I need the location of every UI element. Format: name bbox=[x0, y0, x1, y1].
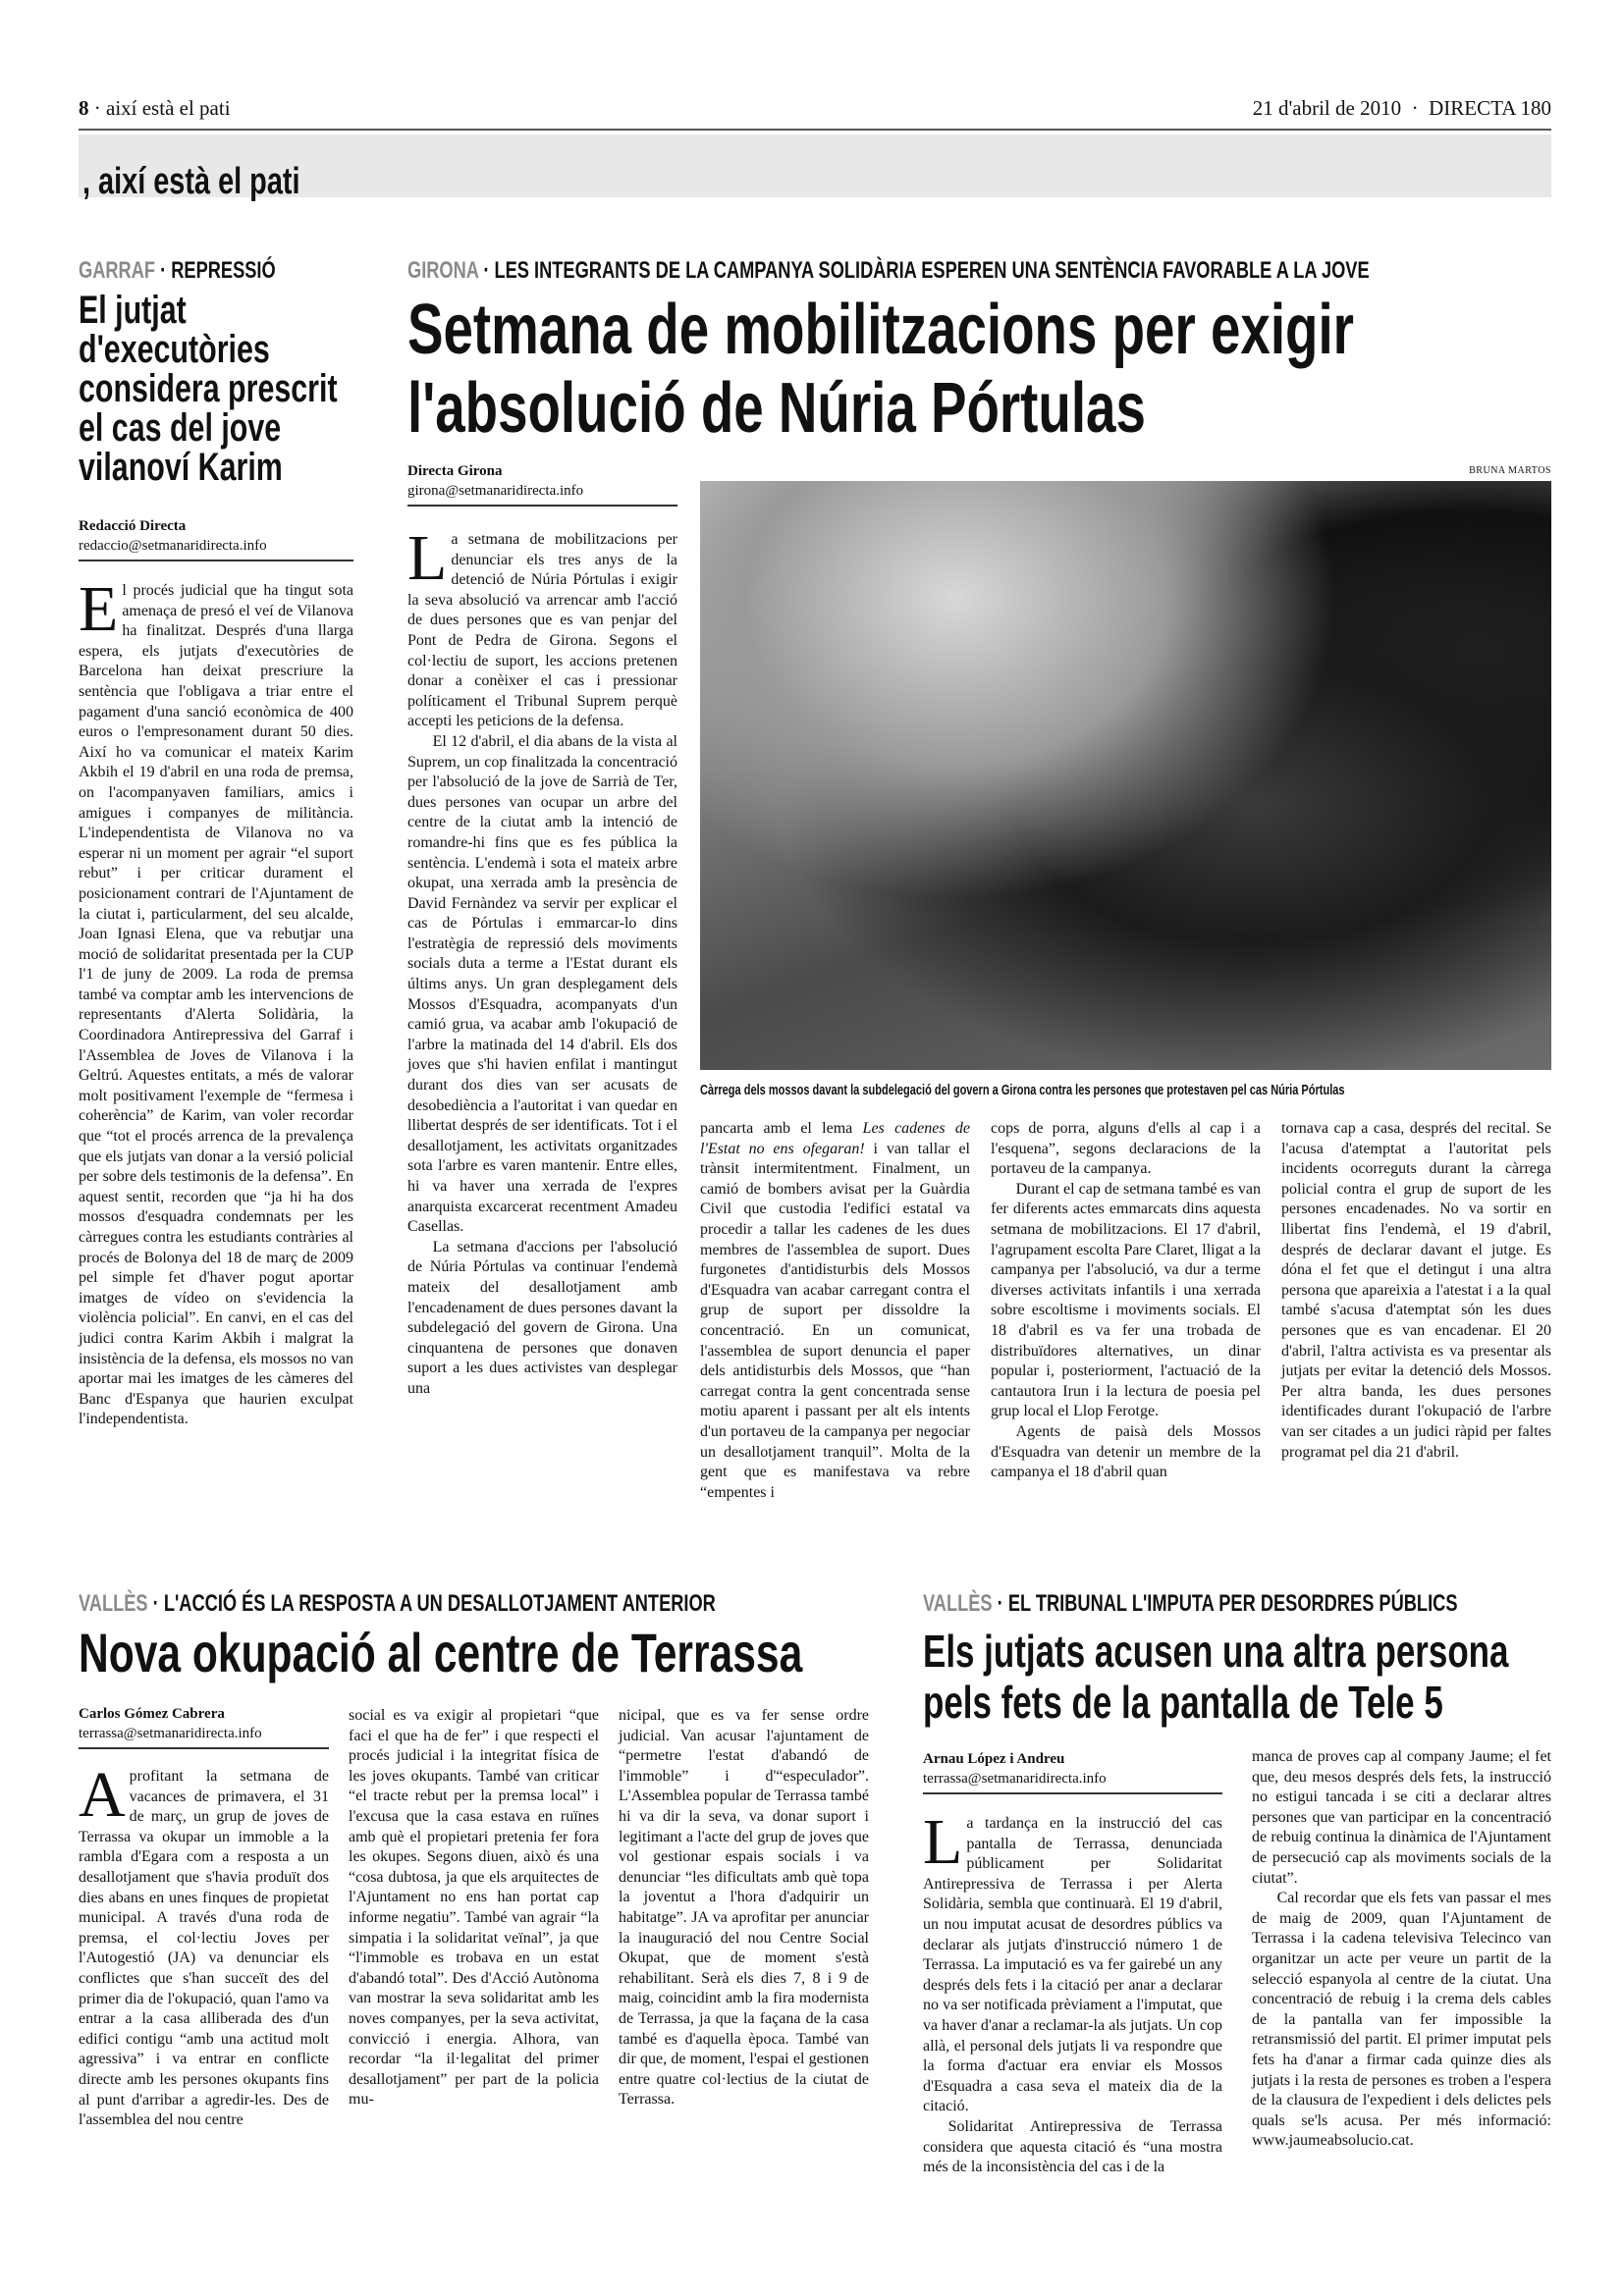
tele5-kicker: VALLÈS · EL TRIBUNAL L'IMPUTA PER DESORDRES PÚBLICS bbox=[923, 1590, 1458, 1617]
tele5-column-2: manca de proves cap al company Jaume; el fet que, deu mesos després dels fets, la instrucció no estigui tancada i se citi a declarar altres persones que van participar en la concentració de rebuig continua la dinàmica de l'Ajuntament de persecució cap als moviments socials de la ciutat”. Cal recordar que els fets van passar el mes de maig de 2009, quan l'Ajuntament de Terrassa i la cadena televisiva Telecinco van organitzar un acte per veure un partit de la selecció espanyola al centre de la ciutat. Una concentració de rebuig i la crema dels cables de la pantalla van fer impossible la retransmissió del partit. El primer imputat pels fets ha d'anar a firmar cada quinze dies als jutjats i la resta de persones es troben a l'espera de la clausura de l'expedient i dels delictes pels quals se'ls acusa. Per més informació: www.jaumeabsolucio.cat. bbox=[1252, 1748, 1551, 2150]
protest-photo bbox=[700, 481, 1551, 1070]
terrassa-column-2: social es va exigir al propietari “que faci el que ha de fer” i que respecti el procés judicial i la integritat física de les joves okupants. També van criticar “el tracte rebut per la premsa local” i l'excusa que la casa estava en ruïnes amb què el propietari pretenia fer fora les okupes. Segons diuen, això és una “cosa dubtosa, ja que els arquitectes de l'Ajuntament no ens han portat cap informe negatiu”. També van agrair “la simpatia i la solidaritat veïnal”, ja que “l'immoble es trobava en un estat d'abandó total”. Des d'Acció Autònoma van mostrar la seva solidaritat amb les noves companyes, per la seva activitat, convicció i energia. Alhora, van recordar “la il·legalitat del primer desallotjament” per part de la policia mu- bbox=[349, 1707, 599, 2109]
kicker-place: GARRAF bbox=[79, 257, 156, 284]
kicker-topic: REPRESSIÓ bbox=[171, 257, 276, 284]
terrassa-column-3: nicipal, que es va fer sense ordre judicial. Van acusar l'ajuntament de “permetre l'estat d'abandó de l'immoble” i d'“especulador”. L'Assemblea popular de Terrassa també hi va dir la seva, va donar suport i legitimant a l'acte del grup de joves que vol gestionar espais socials i va denunciar “les dificultats amb què topa la joventut a l'hora d'adquirir un habitatge”. JA va aprofitar per anunciar la inauguració del nou Centre Social Okupat, que de moment s'està rehabilitant. Serà els dies 7, 8 i 9 de maig, coincidint amb la fira modernista de Terrassa, ja que la façana de la casa també es d'aquella època. També van dir que, de moment, l'espai el gestionen entre quatre col·lectius de la ciutat de Terrassa. bbox=[619, 1707, 869, 2109]
girona-column-2: pancarta amb el lema Les cadenes de l'Estat no ens ofegaran! i van tallar el trànsit intermitentment. Finalment, un camió de bombers avisat per la Guàrdia Civil que custodia l'edifici estatal va procedir a tallar les cadenes de les dues membres de l'assemblea de suport. Dues furgonetes d'antidisturbis dels Mossos d'Esquadra van acabar carregant contra el grup de suport per dissoldre la concentració. En un comunicat, l'assemblea de suport denuncia el paper dels antidisturbis dels Mossos, que “han carregat contra la gent concentrada sense motiu aparent i passant per alt els intents d'un portaveu de la campanya per negociar un desallotjament tranquil”. Molta de la gent que es manifestava va rebre “empentes i bbox=[700, 1120, 971, 1501]
terrassa-column-1: Aprofitant la setmana de vacances de primavera, el 31 de març, un grup de joves de Terrassa va okupar un immoble a la rambla d'Egara com a resposta a un desallotjament que s'havia produït dos dies abans en unes finques de propietat municipal. A través d'una roda de premsa, el col·lectiu Joves per l'Autogestió (JA) va denunciar els conflictes que s'han succeït des del primer dia de l'okupació, quan l'amo va entrar a la casa alliberada des d'un edifici contigu “amb una actitud molt agressiva” i va entrar en conflicte directe amb les persones okupants fins al punt d'arribar a agredir-les. Des de l'assemblea del nou centre bbox=[79, 1759, 329, 2129]
section-band-label: , així està el pati bbox=[82, 161, 300, 202]
publication-name: DIRECTA 180 bbox=[1429, 96, 1551, 120]
article-garraf: GARRAF · REPRESSIÓ El jutjat d'executòries considera prescrit el cas del jove vilanoví Karim Redacció Directa redaccio@setmanaridirecta.info El procés judicial que ha tingut sota amenaça de presó el veí de Vilanova ha finalitzat. Després d'una llarga espera, els jutjats d'executòries de Barcelona han deixat prescriure la sentència que l'obligava a triar entre el pagament d'una sanció econòmica de 400 euros o l'empresonament durant 50 dies. Així ho va comunicar el mateix Karim Akbih el 19 d'abril en una roda de premsa, on l'acompanyaven familiars, amics i amigues i companyes de militància. L'independentista de Vilanova no va esperar ni un moment per agrair “el suport rebut” i per criticar durament el posicionament contrari de l'Ajuntament de la ciutat i, particularment, del seu alcalde, Joan Ignasi Elena, que va rebutjar una moció de solidaritat presentada per la CUP l'1 de juny de 2009. La roda de premsa també va comptar amb les intervencions de representants d'Alerta Solidària, la Coordinadora Antirepressiva del Garraf i l'Assemblea de Joves de Vilanova i la Geltrú. Aquestes entitats, a més de valorar molt positivament l'exemple de “fermesa i coherència” de Karim, van voler recordar que “tot el procés arrenca de la prevalença que els jutjats van donar a la versió policial per sobre dels testimonis de la defensa”. En aquest sentit, recorden que “ja hi ha dos mossos d'esquadra condemnats per les càrregues contra les estudiants contràries al procés de Bolonya del 18 de març de 2009 pel simple fet d'haver pogut aportar imatges de vídeo on s'evidencia la violència policial”. En canvi, en el cas del judici contra Karim Akbih i malgrat la insistència de la defensa, els mossos no van aportar mai les imatges de les càmeres del Banc d'Espanya que haurien exculpat l'independentista. bbox=[79, 257, 353, 1430]
tele5-column-1: La tardança en la instrucció del cas pantalla de Terrassa, denunciada públicament per Solidaritat Antirepressiva de Terrassa i per Alerta Solidària, sembla que continuarà. El 19 d'abril, un nou imputat acusat de desordres públics va declarar als jutjats d'instrucció número 1 de Terrassa. La imputació es va fer gairebé un any després dels fets i la citació per anar a declarar no va ser notificada prèviament a l'imputat, que va haver d'anar a reclamar-la als jutjats. Un cop allà, el personal dels jutjats li va respondre que la forma d'actuar era enviar els Mossos d'Esquadra a casa seva el mateix dia de la citació. Solidaritat Antirepressiva de Terrassa considera que aquesta citació és “una mostra més de la inconsistència del cas i de la bbox=[923, 1806, 1222, 2176]
tele5-title: Els jutjats acusen una altra persona pels fets de la pantalla de Tele 5 bbox=[923, 1626, 1509, 1728]
photo-caption: Càrrega dels mossos davant la subdelegació del govern a Girona contra les persones que protestaven pel cas Núria Pórtulas bbox=[700, 1083, 1345, 1098]
running-header-right: 21 d'abril de 2010 · DIRECTA 180 bbox=[1252, 96, 1551, 120]
section-band bbox=[79, 134, 1551, 202]
girona-title: Setmana de mobilitzacions per exigir l'absolució de Núria Pórtulas bbox=[407, 291, 1354, 448]
girona-column-1: La setmana de mobilitzacions per denunciar els tres anys de la detenció de Núria Pórtulas i exigir la seva absolució va arrencar amb l'acció de dues persones que es van penjar del Pont de Pedra de Girona. Segons el col·lectiu de suport, les accions pretenen donar a conèixer el cas i pressionar políticament el Tribunal Suprem perquè accepti les peticions de la defensa. El 12 d'abril, el dia abans de la vista al Suprem, un cop finalitzada la concentració per l'absolució de la jove de Sarrià de Ter, dues persones van ocupar un arbre del centre de la ciutat amb la intenció de romandre-hi fins que es fes pública la sentència. L'endemà i sota el mateix arbre okupat, una xerrada amb la presència de David Fernàndez va servir per explicar el cas de Pórtulas i emmarcar-lo dins l'estratègia de repressió dels moviments socials duta a terme a l'Estat durant els últims anys. Un gran desplegament dels Mossos d'Esquadra, acompanyats d'un camió grua, va acabar amb l'okupació de l'arbre la matinada del 14 d'abril. Els dos joves que s'hi havien enfilat i mantingut durant dos dies van ser acusats de desobediència a l'autoritat i van quedar en llibertat després de ser identificats. Tot i el desallotjament, les activitats organitzades sota l'arbre es varen mantenir. Entre elles, hi va haver una xerrada de l'expres anarquista excarcerat recentment Amadeu Casellas. La setmana d'accions per l'absolució de Núria Pórtulas va continuar l'endemà mateix del desallotjament amb l'encadenament de dues persones davant la subdelegació del govern de Girona. Una cinquantena de persones que donaven suport a les dues activistes van desplegar una bbox=[407, 522, 677, 1397]
girona-kicker: GIRONA · LES INTEGRANTS DE LA CAMPANYA SOLIDÀRIA ESPEREN UNA SENTÈNCIA FAVORABLE A LA JOVE bbox=[407, 257, 1370, 284]
page-number: 8 bbox=[79, 96, 89, 120]
article-title: El jutjat d'executòries considera prescrit el cas del jove vilanoví Karim bbox=[79, 289, 338, 489]
girona-column-4: tornava cap a casa, després del recital. Se l'acusa d'atemptat a l'autoritat pels incidents ocorreguts durant la càrrega policial contra el grup de suport de les persones encadenades. No va sortir en llibertat fins l'endemà, el 19 d'abril, després de declarar davant el jutge. Es dóna el fet que el detingut i una altra persona que apareixia a l'atestat i a la qual també s'acusa d'atemptat són les dues persones que es van encadenar. El 20 d'abril, l'altra activista es va presentar als jutjats per evitar la detenció dels Mossos. Per altra banda, les dues persones identificades durant l'okupació de l'arbre van ser citades a un judici ràpid per faltes programat pel dia 21 d'abril. bbox=[1281, 1120, 1551, 1461]
issue-date: 21 d'abril de 2010 bbox=[1252, 96, 1402, 120]
header-rule bbox=[79, 129, 1551, 131]
terrassa-kicker: VALLÈS · L'ACCIÓ ÉS LA RESPOSTA A UN DESALLOTJAMENT ANTERIOR bbox=[79, 1590, 716, 1617]
girona-byline: Directa Girona girona@setmanaridirecta.info bbox=[407, 461, 677, 507]
running-header-left: 8 · així està el pati bbox=[79, 96, 231, 120]
byline-author: Redacció Directa bbox=[79, 518, 187, 534]
section-name: així està el pati bbox=[106, 96, 231, 120]
girona-column-3: cops de porra, alguns d'ells al cap i a l'esquena”, segons declaracions de la portaveu de la campanya. Durant el cap de setmana també es van fer diferents actes emmarcats dins aquesta setmana de mobilitzacions. El 17 d'abril, l'agrupament escolta Pare Claret, lligat a la campanya per l'absolució, va dur a terme diverses activitats infantils i una xerrada sobre escoltisme i moviments socials. El 18 d'abril es va fer una trobada de distribuïdores alternatives, un dinar popular i, posteriorment, l'actuació de la cantautora Irun i la lectura de poesia pel grup local el Llop Ferotge. Agents de paisà dels Mossos d'Esquadra van detenir un membre de la campanya el 18 d'abril quan bbox=[991, 1120, 1261, 1481]
byline-email: redaccio@setmanaridirecta.info bbox=[79, 538, 267, 554]
article-body: El procés judicial que ha tingut sota amenaça de presó el veí de Vilanova ha finalitzat. Després d'una llarga espera, els jutjats d'executòries de Barcelona han deixat prescriure la sentència que l'obligava a triar entre el pagament d'una sanció econòmica de 400 euros o l'empresonament durant 50 dies. Així ho va comunicar el mateix Karim Akbih el 19 d'abril en una roda de premsa, on l'acompanyaven familiars, amics i amigues i companyes de militància. L'independentista de Vilanova no va esperar ni un moment per agrair “el suport rebut” i per criticar durament el posicionament contrari de l'Ajuntament de la ciutat i, particularment, del seu alcalde, Joan Ignasi Elena, que va rebutjar una moció de solidaritat presentada per la CUP l'1 de juny de 2009. La roda de premsa també va comptar amb les intervencions de representants d'Alerta Solidària, la Coordinadora Antirepressiva del Garraf i l'Assemblea de Joves de Vilanova i la Geltrú. Aquestes entitats, a més de valorar molt positivament l'exemple de “fermesa i coherència” de Karim, van voler recordar que “tot el procés arrenca de la prevalença que els jutjats van donar a la versió policial per sobre dels testimonis de la defensa”. En aquest sentit, recorden que “ja hi ha dos mossos d'esquadra condemnats per les càrregues contra les estudiants contràries al procés de Bolonya del 18 de març de 2009 pel simple fet d'haver pogut aportar imatges de vídeo on s'evidencia la violència policial”. En canvi, en el cas del judici contra Karim Akbih i malgrat la insistència de la defensa, els mossos no van aportar mai les imatges de les càmeres del Banc d'Espanya que haurien exculpat l'independentista. bbox=[79, 573, 353, 1428]
photo-credit: BRUNA MARTOS bbox=[1469, 465, 1551, 476]
terrassa-byline: Carlos Gómez Cabrera terrassa@setmanaridirecta.info bbox=[79, 1704, 329, 1749]
tele5-byline: Arnau López i Andreu terrassa@setmanaridirecta.info bbox=[923, 1749, 1222, 1794]
terrassa-title: Nova okupació al centre de Terrassa bbox=[79, 1622, 803, 1683]
